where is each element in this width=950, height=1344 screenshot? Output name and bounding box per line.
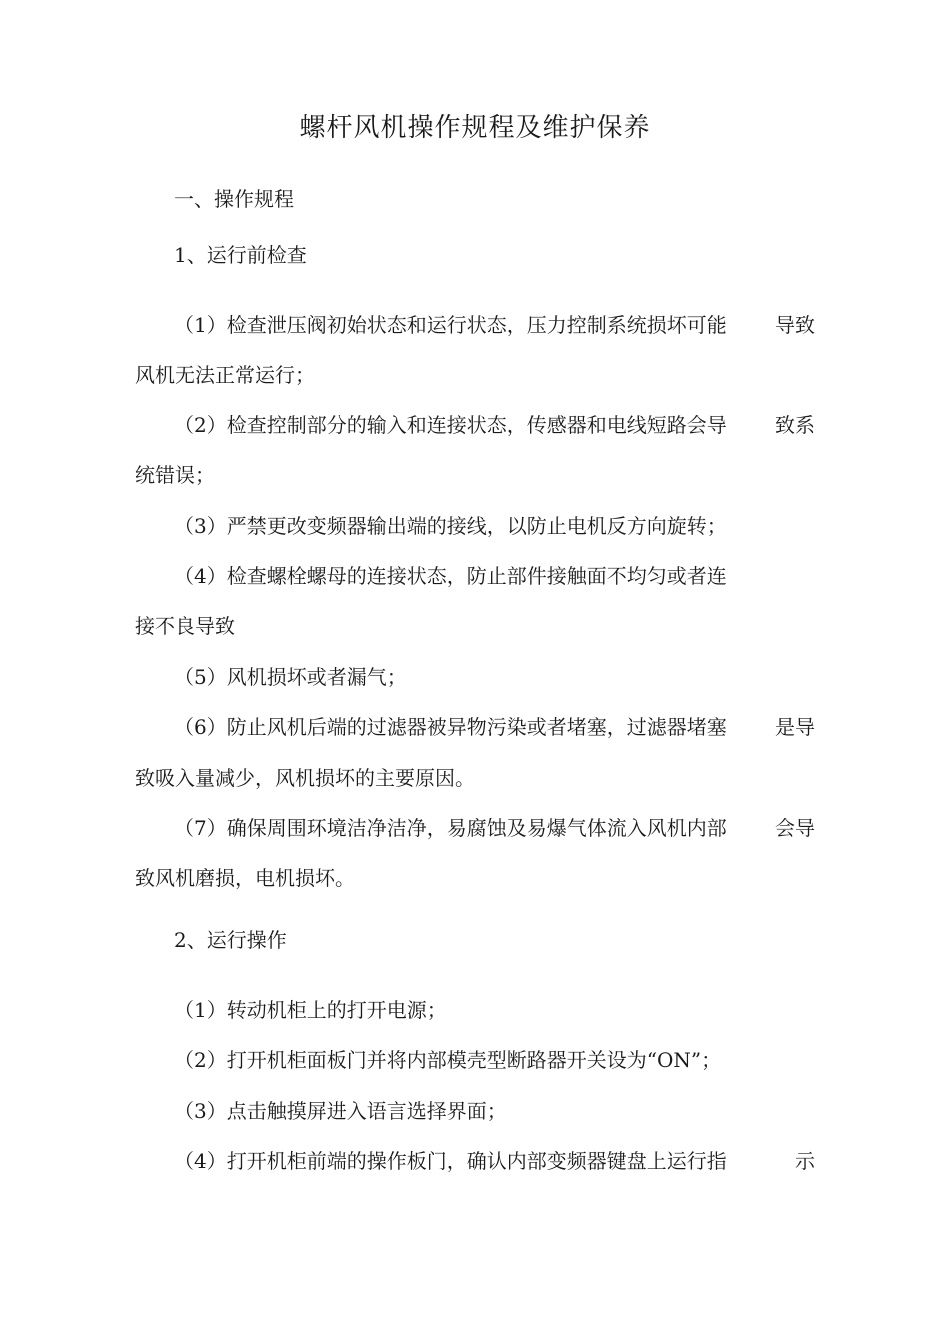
paragraph-text: （1）检查泄压阀初始状态和运行状态，压力控制系统损坏可能: [174, 313, 727, 337]
paragraph-line: [174, 1146, 815, 1176]
paragraph-text-tail: 示: [795, 1149, 815, 1173]
section-heading: 一、操作规程: [174, 187, 294, 211]
paragraph-line: （3）点击触摸屏进入语言选择界面；: [174, 1099, 507, 1123]
paragraph-text-tail: 是导: [775, 715, 815, 739]
paragraph-line: [174, 310, 815, 340]
paragraph-text-tail: 致系: [775, 413, 815, 437]
paragraph-line: [174, 712, 815, 742]
paragraph-text-tail: 导致: [775, 313, 815, 337]
paragraph-line: （5）风机损坏或者漏气；: [174, 665, 407, 689]
paragraph-text: （4）打开机柜前端的操作板门，确认内部变频器键盘上运行指: [174, 1149, 727, 1173]
subsection-heading: 2、运行操作: [174, 928, 287, 952]
paragraph-line: （2）打开机柜面板门并将内部模壳型断路器开关设为“ON”；: [174, 1048, 722, 1072]
paragraph-text-tail: 会导: [775, 816, 815, 840]
paragraph-line: （4）检查螺栓螺母的连接状态，防止部件接触面不均匀或者连: [174, 564, 727, 588]
paragraph-line: （3）严禁更改变频器输出端的接线，以防止电机反方向旋转；: [174, 514, 727, 538]
paragraph-continuation: 统错误；: [135, 463, 215, 487]
subsection-heading: 1、运行前检查: [174, 243, 307, 267]
paragraph-line: [174, 813, 815, 843]
document-title: 螺杆风机操作规程及维护保养: [299, 113, 651, 143]
paragraph-continuation: 风机无法正常运行；: [135, 363, 315, 387]
paragraph-line: [174, 410, 815, 440]
paragraph-continuation: 致风机磨损，电机损坏。: [135, 866, 355, 890]
paragraph-line: （1）转动机柜上的打开电源；: [174, 998, 447, 1022]
paragraph-text: （2）检查控制部分的输入和连接状态，传感器和电线短路会导: [174, 413, 727, 437]
paragraph-continuation: 接不良导致: [135, 614, 235, 638]
paragraph-continuation: 致吸入量减少，风机损坏的主要原因。: [135, 766, 475, 790]
paragraph-text: （6）防止风机后端的过滤器被异物污染或者堵塞，过滤器堵塞: [174, 715, 727, 739]
paragraph-text: （7）确保周围环境洁净洁净，易腐蚀及易爆气体流入风机内部: [174, 816, 727, 840]
